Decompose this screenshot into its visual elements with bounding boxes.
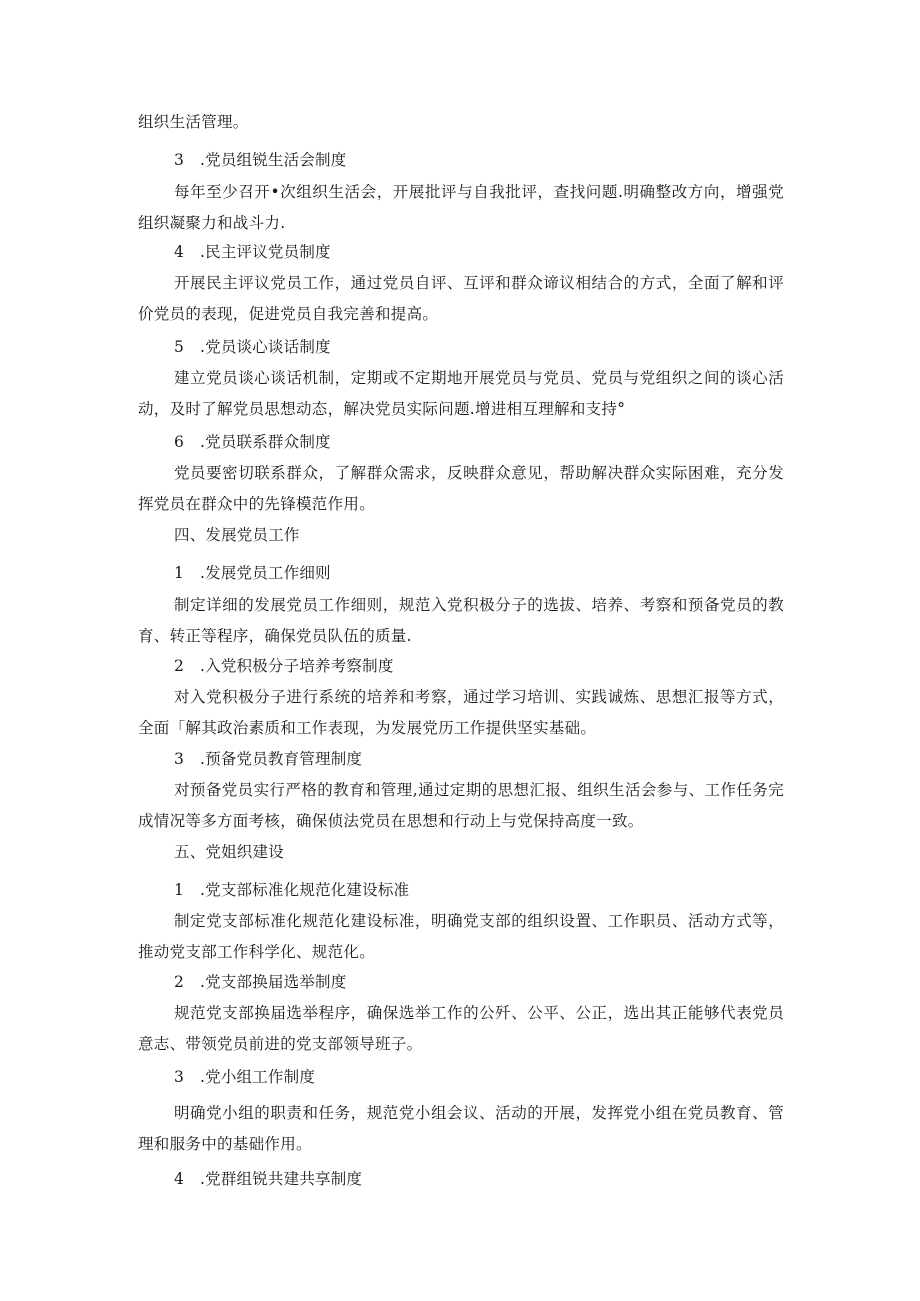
item-heading-4-3 bbox=[174, 749, 362, 769]
item-heading-6 bbox=[174, 432, 331, 452]
item-heading-4-2 bbox=[174, 656, 394, 676]
item-title: .党支部标准化规范化建设标准 bbox=[200, 881, 410, 899]
item-number: 3 bbox=[174, 750, 185, 768]
item-heading-5-4 bbox=[174, 1169, 362, 1189]
item-body-4-1: 制定详细的发展党员工作细则，规范入党积极分子的选拔、培养、考察和预备党员的教育、转正等程序，确保党员队伍的质量. bbox=[138, 596, 784, 645]
item-heading-5 bbox=[174, 337, 331, 357]
item-body-3: 每年至少召开•次组织生活会，开展批评与自我批评，查找问题.明确整改方向，增强党组织凝聚力和战斗力. bbox=[138, 183, 784, 232]
item-number: 4 bbox=[174, 243, 185, 261]
item-body-4-2: 对入党积极分子进行系统的培养和考察，通过学习培训、实践诚炼、思想汇报等方式，全面「解其政治素质和工作表现，为发展党历工作提供坚实基础。 bbox=[138, 688, 784, 737]
item-number: 3 bbox=[174, 1068, 185, 1086]
item-heading-3 bbox=[174, 150, 346, 170]
item-title: .党支部换届选举制度 bbox=[200, 973, 347, 991]
item-number: 2 bbox=[174, 657, 185, 675]
item-body-4-3: 对预备党员实行严格的教育和管理,通过定期的思想汇报、组织生活会参与、工作任务完成情况等多方面考核，确保侦法党员在思想和行动上与党保持高度一致。 bbox=[138, 781, 784, 830]
item-heading-5-2 bbox=[174, 972, 346, 992]
item-number: 6 bbox=[174, 433, 185, 451]
section-heading-four: 四、发展党员工作 bbox=[174, 526, 300, 544]
item-number: 2 bbox=[174, 973, 185, 991]
item-body-5-2: 规范党支部换届选举程序，确保选举工作的公歼、公平、公正，选出其正能够代表党员意志、带领党员前进的党支部领导班子。 bbox=[138, 1004, 784, 1053]
item-body-5-1: 制定党支部标准化规范化建设标准，明确党支部的组织设置、工作职员、活动方式等，推动党支部工作科学化、规范化。 bbox=[138, 912, 784, 961]
item-number: 3 bbox=[174, 151, 185, 169]
item-heading-4 bbox=[174, 242, 331, 262]
item-body-5: 建立党员谈心谈话机制，定期或不定期地开展党员与党员、党员与党组织之间的谈心活动，及时了解党员思想动态，解决党员实际问题.增进相互理解和支持° bbox=[138, 369, 784, 418]
item-title: .党员组锐生活会制度 bbox=[200, 151, 347, 169]
item-title: .党小组工作制度 bbox=[200, 1068, 316, 1086]
item-heading-5-3 bbox=[174, 1067, 315, 1087]
item-body-5-3: 明确党小组的职责和任务，规范党小组会议、活动的开展，发挥党小组在党员教育、管理和服务中的基础作用。 bbox=[138, 1104, 784, 1153]
opening-fragment: 组织生活管理。 bbox=[138, 113, 249, 131]
item-number: 1 bbox=[174, 564, 185, 582]
item-title: .党群组锐共建共享制度 bbox=[200, 1170, 363, 1188]
item-number: 1 bbox=[174, 881, 185, 899]
item-title: .党员谈心谈话制度 bbox=[200, 338, 331, 356]
item-body-6: 党员要密切联系群众，了解群众需求，反映群众意见，帮助解决群众实际困难，充分发挥党员在群众中的先锋模范作用。 bbox=[138, 464, 784, 513]
item-title: .入党积极分子培养考察制度 bbox=[200, 657, 394, 675]
item-body-4: 开展民主评议党员工作，通过党员自评、互评和群众谛议相结合的方式，全面了解和评价党员的表现，促进党员自我完善和提高。 bbox=[138, 274, 784, 323]
item-title: .民主评议党员制度 bbox=[200, 243, 331, 261]
item-title: .预备党员教育管理制度 bbox=[200, 750, 363, 768]
item-heading-4-1 bbox=[174, 563, 331, 583]
item-number: 5 bbox=[174, 338, 185, 356]
item-heading-5-1 bbox=[174, 880, 409, 900]
item-title: .发展党员工作细则 bbox=[200, 564, 331, 582]
item-number: 4 bbox=[174, 1170, 185, 1188]
section-heading-five: 五、党姐织建设 bbox=[174, 843, 284, 861]
item-title: .党员联系群众制度 bbox=[200, 433, 331, 451]
